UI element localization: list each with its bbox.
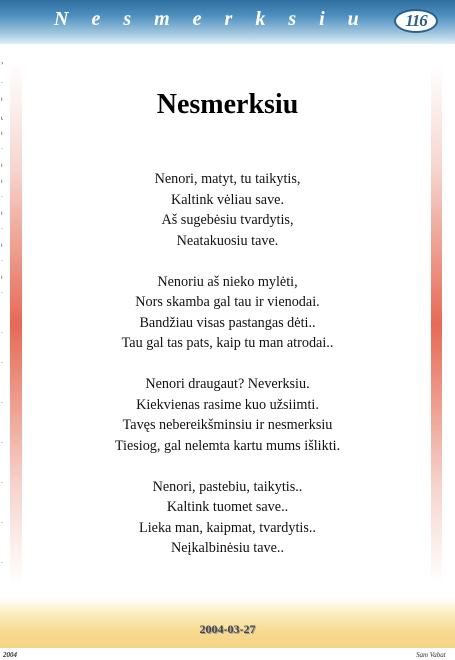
- footer-bar: [0, 598, 455, 648]
- poem-stanza: [0, 374, 455, 456]
- poem-line: Nenori, matyt, tu taikytis,: [154, 171, 301, 187]
- poem-body: [0, 169, 455, 579]
- poem-line: Neatakuosiu tave.: [176, 232, 279, 249]
- side-decoration: › · ı ɩ ı · ı ı · ı · ı · ı · · · · · · · ·: [1, 60, 4, 567]
- header-title: N e s m e r k s i u: [54, 8, 368, 30]
- poem-line: Neįkalbinėsiu tave..: [170, 540, 285, 556]
- poem-line: Bandžiau visas pastangas dėti..: [139, 314, 316, 331]
- poem-line: Tiesiog, gal nelemta kartu mums išlikti.: [114, 437, 341, 454]
- poem-line: Nenoriu aš nieko mylėti,: [157, 273, 298, 290]
- bottom-left-text: 2004: [3, 651, 17, 659]
- poem-line: Kiekvienas rasime kuo užsiimti.: [136, 396, 319, 413]
- poem-line: Nenori draugaut? Neverksiu.: [145, 376, 310, 392]
- header-bar: [0, 0, 455, 44]
- poem-line: Nenori, pastebiu, taikytis..: [152, 478, 303, 495]
- poem-stanza: [0, 272, 455, 354]
- poem-stanza: [0, 477, 455, 559]
- poem-line: Aš sugebėsiu tvardytis,: [161, 212, 294, 228]
- footer-date: 2004-03-27: [199, 622, 256, 636]
- logo-text: 116: [405, 11, 427, 30]
- logo-badge: [394, 9, 438, 33]
- poem-line: Nors skamba gal tau ir vienodai.: [135, 294, 320, 310]
- poem-line: Kaltink tuomet save..: [166, 499, 289, 515]
- poem-line: Tau gal tas pats, kaip tu man atrodai..: [121, 335, 334, 351]
- poem-stanza: [0, 169, 455, 251]
- bottom-right-signature: Sam Vabat: [416, 651, 446, 659]
- poem-line: Tavęs nebereikšminsiu ir nesmerksiu: [122, 417, 333, 433]
- poem-title: Nesmerksiu: [156, 89, 299, 120]
- poem-line: Lieka man, kaipmat, tvardytis..: [139, 519, 316, 536]
- poem-line: Kaltink vėliau save.: [170, 191, 285, 208]
